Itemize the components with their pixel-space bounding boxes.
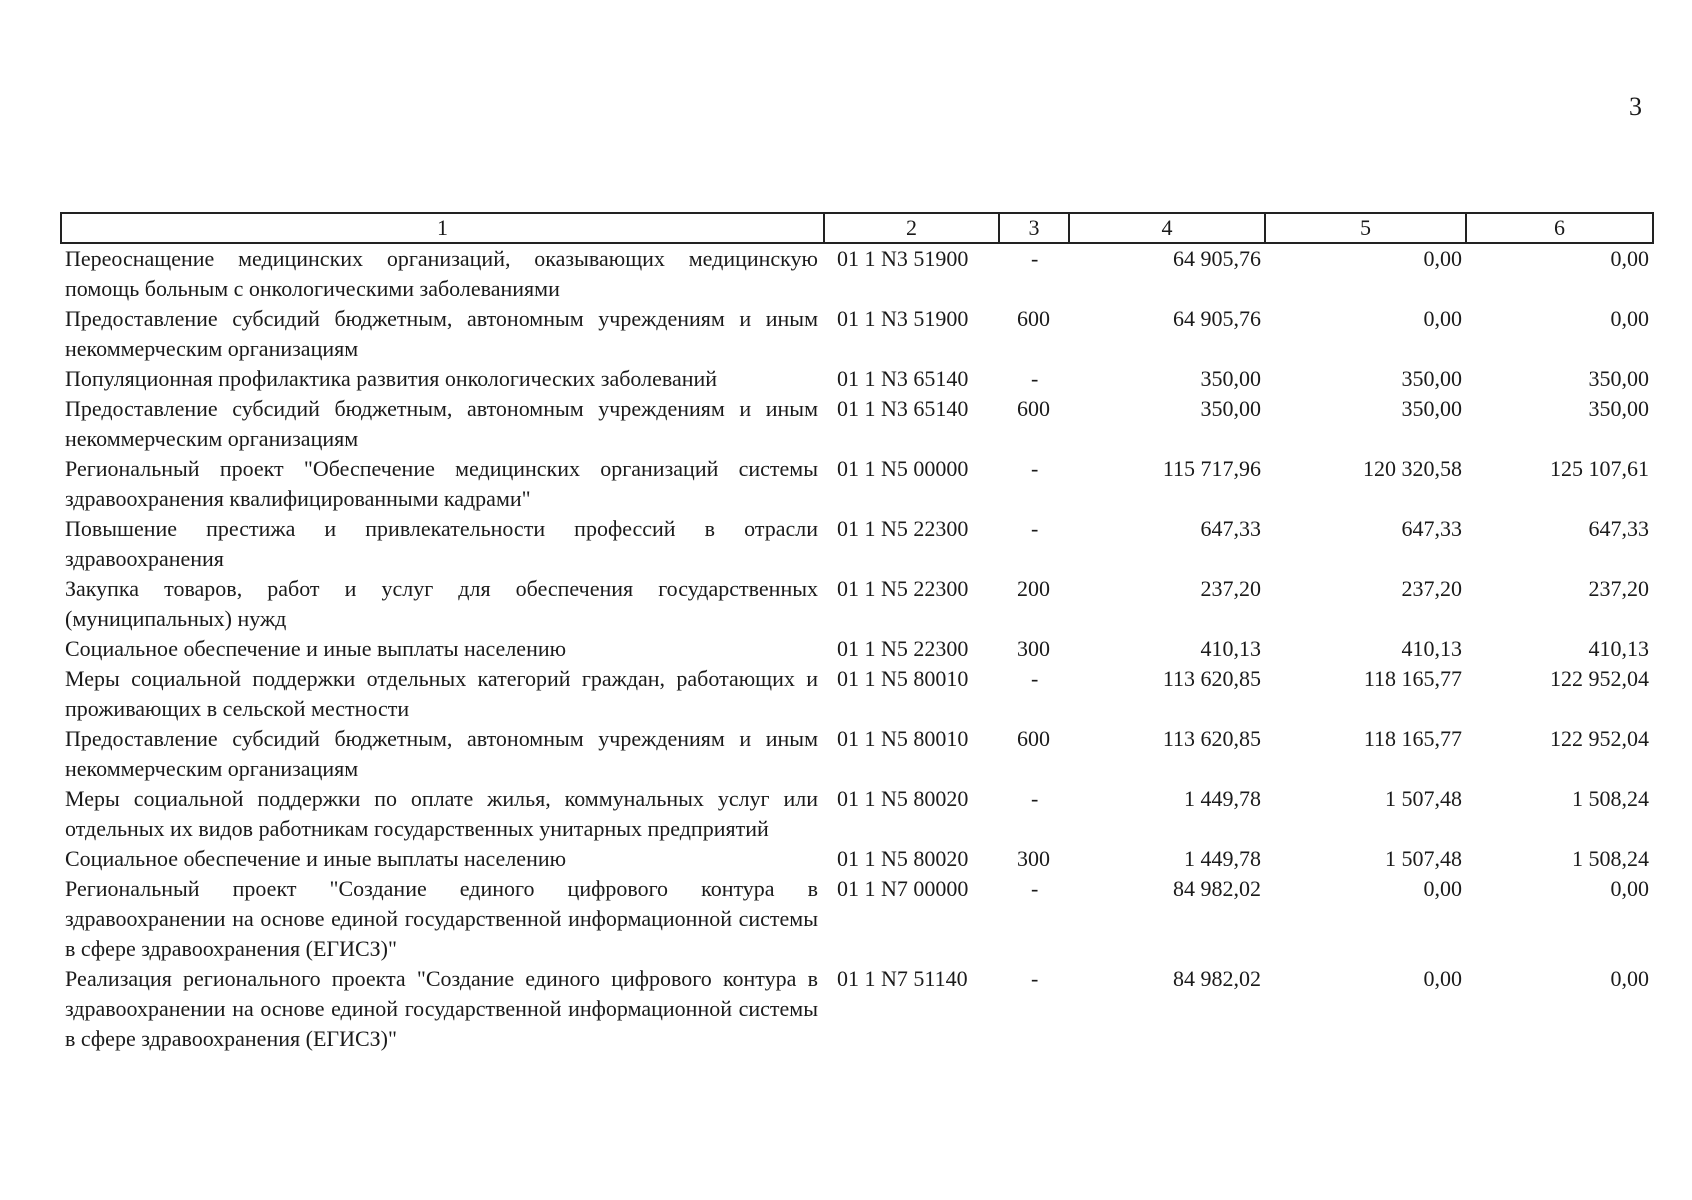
row-type: 300 [1017, 846, 1050, 871]
table-row [61, 243, 1653, 304]
row-name: Региональный проект "Обеспечение медицинских организаций системы здравоохранения квалифицированными кадрами" [65, 456, 818, 511]
row-value-5: 0,00 [1423, 246, 1462, 271]
table-row [61, 724, 1653, 784]
row-name: Социальное обеспечение и иные выплаты населению [65, 846, 567, 871]
row-type: - [1031, 456, 1039, 481]
row-type: 200 [1017, 576, 1050, 601]
row-value-4: 350,00 [1200, 366, 1261, 391]
row-value-6: 350,00 [1588, 396, 1649, 421]
table-row [61, 784, 1653, 844]
header-col-2: 2 [824, 213, 999, 243]
row-value-4: 350,00 [1200, 396, 1261, 421]
row-value-5: 120 320,58 [1363, 456, 1462, 481]
row-value-4: 1 449,78 [1184, 786, 1261, 811]
table-row [61, 964, 1653, 1054]
row-value-4: 647,33 [1200, 516, 1261, 541]
row-type: - [1031, 876, 1039, 901]
row-name: Социальное обеспечение и иные выплаты населению [65, 636, 567, 661]
row-value-5: 350,00 [1401, 366, 1462, 391]
row-value-5: 0,00 [1423, 876, 1462, 901]
row-value-4: 64 905,76 [1173, 306, 1261, 331]
row-code: 01 1 N5 80020 [837, 846, 969, 871]
row-value-5: 350,00 [1401, 396, 1462, 421]
page-number: 3 [1629, 92, 1642, 121]
row-value-5: 237,20 [1401, 576, 1462, 601]
row-name: Предоставление субсидий бюджетным, автономным учреждениям и иным некоммерческим организациям [65, 306, 818, 361]
table-row [61, 874, 1653, 964]
row-name: Реализация регионального проекта "Создание единого цифрового контура в здравоохранении на основе единой государственной информационной системы в сфере здравоохранения (ЕГИСЗ)" [65, 966, 818, 1051]
row-value-6: 0,00 [1610, 966, 1649, 991]
row-code: 01 1 N5 80010 [837, 726, 969, 751]
header-row [61, 213, 1653, 243]
row-type: - [1031, 786, 1039, 811]
row-name: Предоставление субсидий бюджетным, автономным учреждениям и иным некоммерческим организациям [65, 726, 818, 781]
budget-table [60, 212, 1654, 1054]
row-code: 01 1 N5 22300 [837, 636, 969, 661]
row-type: - [1031, 246, 1039, 271]
row-value-4: 1 449,78 [1184, 846, 1261, 871]
row-value-6: 125 107,61 [1550, 456, 1649, 481]
row-value-5: 647,33 [1401, 516, 1462, 541]
row-code: 01 1 N5 00000 [837, 456, 969, 481]
row-value-5: 118 165,77 [1363, 726, 1462, 751]
row-code: 01 1 N5 80010 [837, 666, 969, 691]
row-value-5: 118 165,77 [1363, 666, 1462, 691]
row-value-6: 647,33 [1588, 516, 1649, 541]
row-value-5: 410,13 [1401, 636, 1462, 661]
table-row [61, 664, 1653, 724]
row-name: Региональный проект "Создание единого цифрового контура в здравоохранении на основе единой государственной информационной системы в сфере здравоохранения (ЕГИСЗ)" [65, 876, 818, 961]
row-type: - [1031, 366, 1039, 391]
header-col-4: 4 [1069, 213, 1265, 243]
row-name: Меры социальной поддержки отдельных категорий граждан, работающих и проживающих в сельской местности [65, 666, 818, 721]
row-code: 01 1 N3 65140 [837, 396, 969, 421]
row-code: 01 1 N3 51900 [837, 306, 969, 331]
row-name: Закупка товаров, работ и услуг для обеспечения государственных (муниципальных) нужд [65, 576, 818, 631]
row-value-4: 84 982,02 [1173, 966, 1261, 991]
row-name: Предоставление субсидий бюджетным, автономным учреждениям и иным некоммерческим организациям [65, 396, 818, 451]
row-value-4: 113 620,85 [1162, 726, 1261, 751]
row-value-6: 0,00 [1610, 306, 1649, 331]
row-value-4: 237,20 [1200, 576, 1261, 601]
row-value-6: 410,13 [1588, 636, 1649, 661]
row-value-4: 113 620,85 [1162, 666, 1261, 691]
row-value-6: 350,00 [1588, 366, 1649, 391]
row-code: 01 1 N7 00000 [837, 876, 969, 901]
row-value-6: 237,20 [1588, 576, 1649, 601]
row-value-5: 0,00 [1423, 966, 1462, 991]
table-row [61, 574, 1653, 634]
row-name: Повышение престижа и привлекательности профессий в отрасли здравоохранения [65, 516, 818, 571]
header-col-1: 1 [61, 213, 824, 243]
row-code: 01 1 N3 51900 [837, 246, 969, 271]
row-value-6: 122 952,04 [1550, 666, 1649, 691]
table-row [61, 844, 1653, 874]
table-row [61, 454, 1653, 514]
row-value-6: 0,00 [1610, 246, 1649, 271]
row-type: - [1031, 666, 1039, 691]
table-header [61, 213, 1653, 243]
row-type: 600 [1017, 396, 1050, 421]
row-value-4: 64 905,76 [1173, 246, 1261, 271]
row-value-5: 0,00 [1423, 306, 1462, 331]
table-row [61, 514, 1653, 574]
table-row [61, 364, 1653, 394]
table-row [61, 634, 1653, 664]
row-code: 01 1 N7 51140 [837, 966, 968, 991]
row-value-5: 1 507,48 [1385, 786, 1462, 811]
row-value-6: 1 508,24 [1572, 786, 1649, 811]
header-col-3: 3 [999, 213, 1069, 243]
row-value-6: 122 952,04 [1550, 726, 1649, 751]
row-value-6: 1 508,24 [1572, 846, 1649, 871]
row-value-4: 410,13 [1200, 636, 1261, 661]
header-col-6: 6 [1466, 213, 1653, 243]
row-code: 01 1 N3 65140 [837, 366, 969, 391]
row-type: 600 [1017, 306, 1050, 331]
row-value-6: 0,00 [1610, 876, 1649, 901]
row-code: 01 1 N5 22300 [837, 516, 969, 541]
row-type: 300 [1017, 636, 1050, 661]
row-name: Переоснащение медицинских организаций, оказывающих медицинскую помощь больным с онкологическими заболеваниями [65, 246, 818, 301]
row-name: Популяционная профилактика развития онкологических заболеваний [65, 366, 718, 391]
row-type: - [1031, 966, 1039, 991]
row-type: 600 [1017, 726, 1050, 751]
row-value-5: 1 507,48 [1385, 846, 1462, 871]
header-col-5: 5 [1265, 213, 1466, 243]
table-body [61, 243, 1653, 1054]
row-type: - [1031, 516, 1039, 541]
row-name: Меры социальной поддержки по оплате жилья, коммунальных услуг или отдельных их видов работникам государственных унитарных предприятий [65, 786, 818, 841]
row-code: 01 1 N5 22300 [837, 576, 969, 601]
table-row [61, 304, 1653, 364]
row-value-4: 115 717,96 [1162, 456, 1261, 481]
row-value-4: 84 982,02 [1173, 876, 1261, 901]
table-row [61, 394, 1653, 454]
row-code: 01 1 N5 80020 [837, 786, 969, 811]
